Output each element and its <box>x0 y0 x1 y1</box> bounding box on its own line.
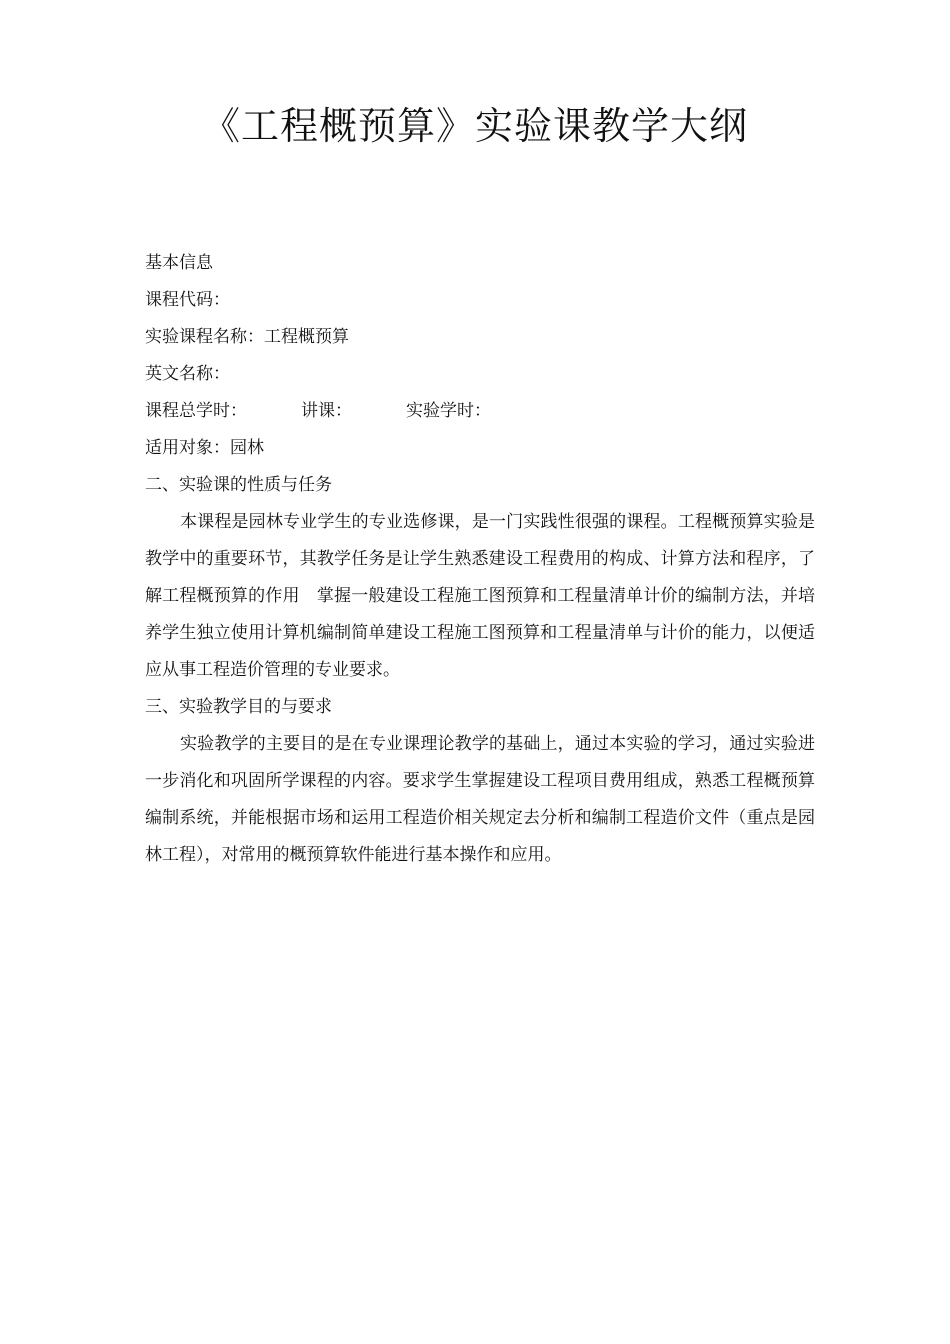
section3-heading: 三、实验教学目的与要求 <box>145 697 332 717</box>
section2-paragraph: 本课程是园林专业学生的专业选修课，是一门实践性很强的课程。工程概预算实验是教学中的重要环节，其教学任务是让学生熟悉建设工程费用的构成、计算方法和程序，了解工程概预算的作用 掌握一般建设工程施工图预算和工程量清单计价的编制方法，并培养学生独立使用计算机编制简单建设工程施工图预算和工程量清单与计价的能力，以便适应从事工程造价管理的专业要求。 <box>145 512 815 680</box>
section2-heading: 二、实验课的性质与任务 <box>145 475 332 495</box>
basic-info-heading: 基本信息 <box>145 253 213 273</box>
lecture-hours: 讲课： <box>301 401 352 421</box>
course-name: 实验课程名称：工程概预算 <box>145 327 349 347</box>
total-hours: 课程总学时： <box>145 401 247 421</box>
course-code: 课程代码： <box>145 290 230 310</box>
document-title: 《工程概预算》实验课教学大纲 <box>201 104 748 148</box>
hours-row <box>145 393 815 430</box>
lab-hours: 实验学时： <box>406 401 491 421</box>
document-body <box>145 245 815 874</box>
section3-paragraph: 实验教学的主要目的是在专业课理论教学的基础上，通过本实验的学习，通过实验进一步消化和巩固所学课程的内容。要求学生掌握建设工程项目费用组成，熟悉工程概预算编制系统，并能根据市场和运用工程造价相关规定去分析和编制工程造价文件（重点是园林工程），对常用的概预算软件能进行基本操作和应用。 <box>145 734 815 865</box>
english-name: 英文名称： <box>145 364 230 384</box>
audience: 适用对象：园林 <box>145 438 264 458</box>
